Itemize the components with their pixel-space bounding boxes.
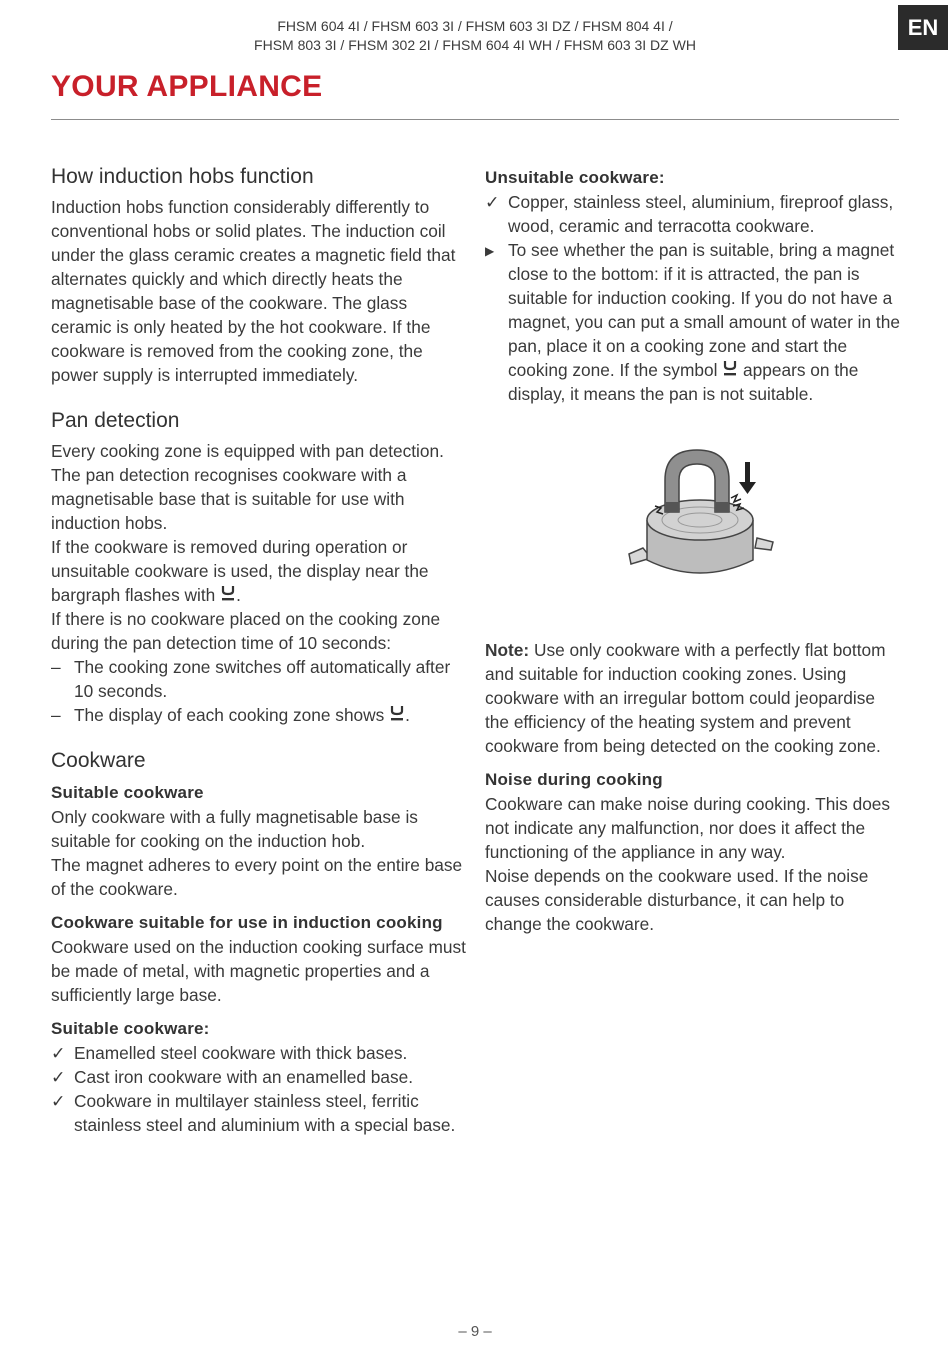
check-icon: ✓ [51, 1091, 66, 1111]
unsuitable-cookware-heading: Unsuitable cookware: [485, 168, 665, 187]
magnet-test-text-b: appears on the display, it means the pan is not suitable. [508, 360, 859, 404]
suitable-cookware-p2: The magnet adheres to every point on the entire base of the cookware. [51, 855, 463, 899]
suitable-cookware-heading: Suitable cookware [51, 783, 204, 802]
unsuitable-cookware-list [485, 190, 903, 406]
dash-item-period: . [405, 705, 410, 725]
induction-section [51, 163, 469, 387]
pan-absent-symbol-icon [722, 358, 738, 378]
unsuitable-item: Copper, stainless steel, aluminium, fireproof glass, wood, ceramic and terracotta cookware. [508, 192, 894, 236]
page-number: – 9 – [458, 1323, 492, 1340]
left-column [51, 163, 469, 1137]
noise-heading: Noise during cooking [485, 770, 663, 789]
list-item [51, 1089, 469, 1137]
magnet-pan-test-illustration [625, 440, 775, 590]
title-divider [51, 119, 899, 120]
list-item [51, 1065, 469, 1089]
pan-detection-p2-period: . [236, 585, 241, 605]
list-item [485, 238, 903, 406]
pan-detection-section [51, 407, 469, 727]
dash-item-text-1: The cooking zone switches off automatically after 10 seconds. [74, 657, 451, 701]
suitable-item-2: Cast iron cookware with an enamelled base. [74, 1067, 414, 1087]
note-text: Use only cookware with a perfectly flat bottom and suitable for induction cooking zones. Using cookware with an irregular bottom could jeopardise the efficiency of the heating system and prevent cookware from being detected on the cooking zone. [485, 640, 886, 756]
pan-detection-p2 [51, 535, 469, 607]
check-icon: ✓ [485, 192, 500, 212]
suitable-cookware-list [51, 1041, 469, 1137]
noise-p1: Cookware can make noise during cooking. This does not indicate any malfunction, nor does it affect the functioning of the appliance in any way. [485, 794, 891, 862]
induction-body: Induction hobs function considerably differently to conventional hobs or solid plates. The induction coil under the glass ceramic creates a magnetic field that alternates quickly and which directly heats the magnetisable base of the cookware. The glass ceramic is only heated by the hot cookware. If the cookware is removed from the cooking zone, the power supply is interrupted immediately. [51, 197, 456, 385]
cookware-heading: Cookware [51, 749, 146, 772]
model-list-line-1: FHSM 604 4I / FHSM 603 3I / FHSM 603 3I DZ / FHSM 804 4I / [277, 18, 673, 34]
pan-detection-p2-text: If the cookware is removed during operation or unsuitable cookware is used, the display near the bargraph flashes with [51, 537, 429, 605]
check-icon: ✓ [51, 1043, 66, 1063]
pan-detection-p3: If there is no cookware placed on the cooking zone during the pan detection time of 10 seconds: [51, 609, 441, 653]
right-column [485, 166, 903, 936]
induction-heading: How induction hobs function [51, 165, 314, 188]
list-item [51, 655, 469, 703]
induction-cookware-heading: Cookware suitable for use in induction cooking [51, 913, 443, 932]
suitable-item-1: Enamelled steel cookware with thick bases. [74, 1043, 408, 1063]
pan-absent-symbol-icon [220, 583, 236, 603]
induction-cookware-body: Cookware used on the induction cooking surface must be made of metal, with magnetic properties and a sufficiently large base. [51, 937, 466, 1005]
language-badge: EN [898, 5, 948, 50]
noise-p2: Noise depends on the cookware used. If the noise causes considerable disturbance, it can help to change the cookware. [485, 866, 869, 934]
note-paragraph [485, 638, 903, 758]
dash-item-text-2: The display of each cooking zone shows [74, 705, 385, 725]
list-item [51, 1041, 469, 1065]
dash-marker: – [51, 657, 61, 677]
pan-absent-symbol-icon [389, 703, 405, 723]
magnet-test-text-a: To see whether the pan is suitable, bring a magnet close to the bottom: if it is attracted, the pan is suitable for induction cooking. If you do not have a magnet, you can put a small amount of water in the pan, place it on a cooking zone and start the cooking zone. If the symbol [508, 240, 900, 380]
pan-detection-p1: Every cooking zone is equipped with pan detection. The pan detection recognises cookware with a magnetisable base that is suitable for use with induction hobs. [51, 441, 444, 533]
check-icon: ✓ [51, 1067, 66, 1087]
arrow-right-icon: ▶ [485, 244, 495, 258]
list-item [51, 703, 469, 727]
cookware-section [51, 747, 469, 1137]
pan-detection-heading: Pan detection [51, 409, 180, 432]
model-list-line-2: FHSM 803 3I / FHSM 302 2I / FHSM 604 4I WH / FHSM 603 3I DZ WH [254, 37, 696, 53]
page-title: YOUR APPLIANCE [51, 70, 323, 103]
dash-marker: – [51, 705, 61, 725]
suitable-item-3: Cookware in multilayer stainless steel, ferritic stainless steel and aluminium with a special base. [74, 1091, 456, 1135]
note-label: Note: [485, 640, 530, 660]
model-list [160, 17, 790, 55]
suitable-cookware-p1: Only cookware with a fully magnetisable base is suitable for cooking on the induction hob. [51, 807, 418, 851]
pan-detection-list [51, 655, 469, 727]
list-item [485, 190, 903, 238]
suitable-list-heading: Suitable cookware: [51, 1019, 210, 1038]
